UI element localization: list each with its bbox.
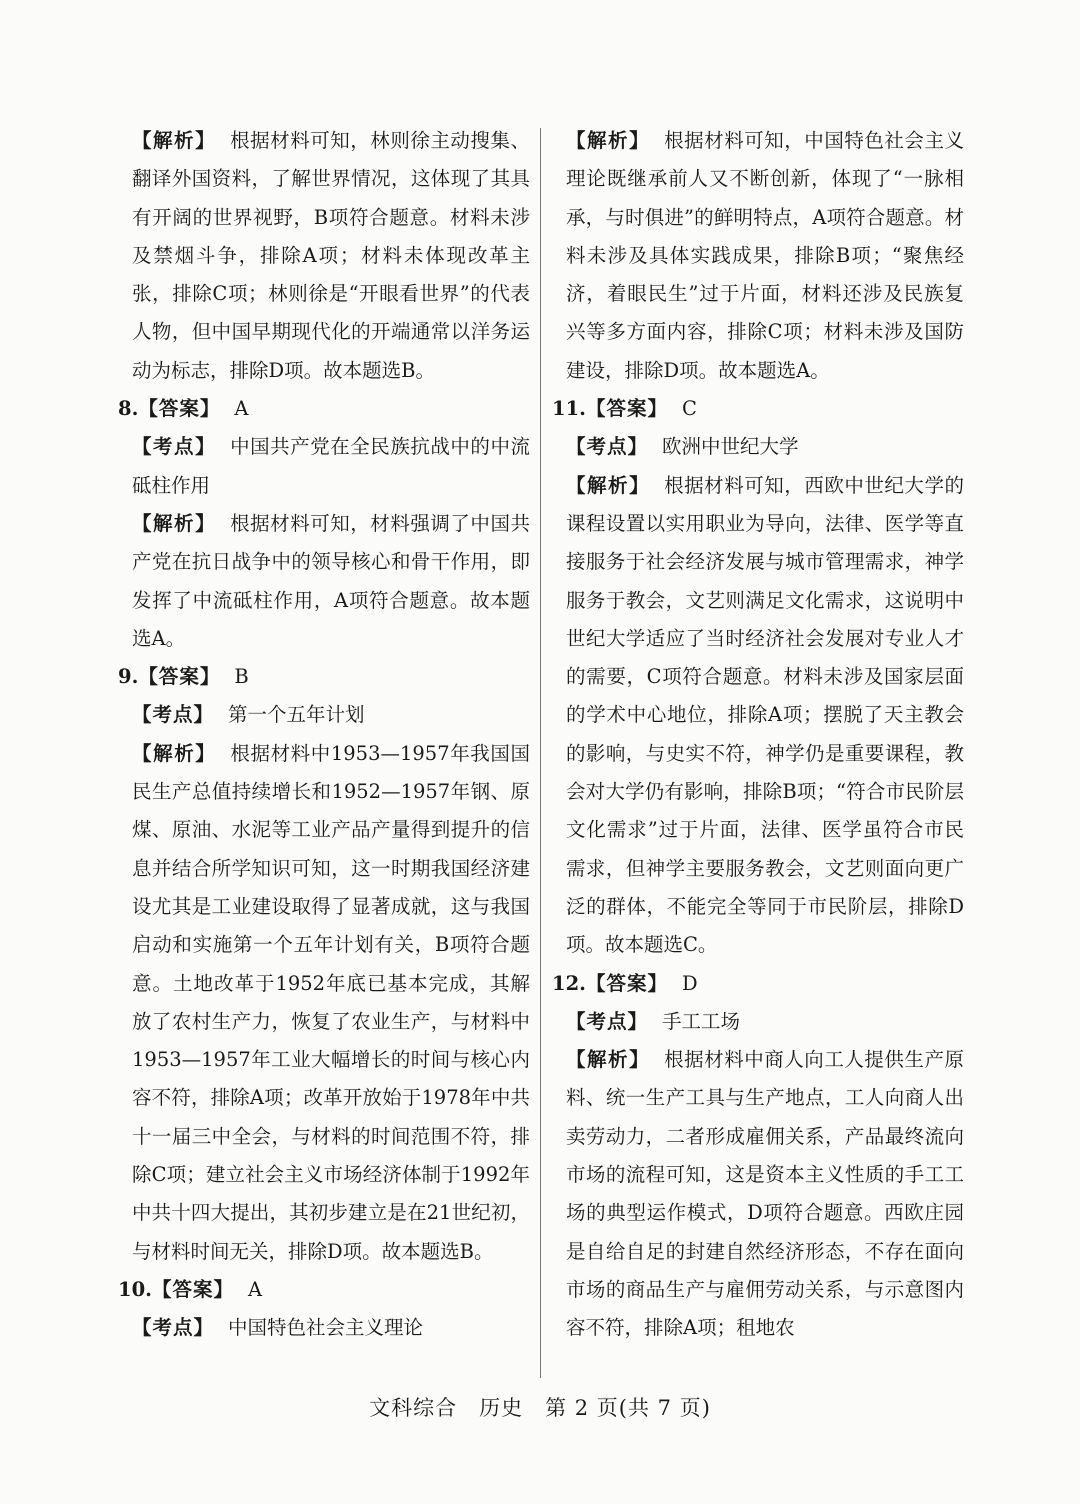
q8-number: 8. (118, 397, 139, 421)
analysis-label: 【解析】 (132, 741, 217, 765)
answer-label: 【答案】 (585, 397, 668, 421)
q8-analysis-text: 根据材料可知，材料强调了中国共产党在抗日战争中的领导核心和骨干作用，即发挥了中流砥柱作用，A项符合题意。故本题选A。 (132, 511, 530, 650)
q12-answer (552, 965, 964, 1003)
q9-point (118, 696, 530, 734)
point-label: 【考点】 (132, 703, 215, 727)
q11-analysis (552, 467, 964, 965)
q12-number: 12. (552, 971, 586, 995)
q10-analysis-text: 根据材料可知，中国特色社会主义理论既继承前人又不断创新，体现了“一脉相承，与时俱进”的鲜明特点，A项符合题意。材料未涉及具体实践成果，排除B项；“聚焦经济，着眼民生”过于片面，材料还涉及民族复兴等多方面内容，排除C项；材料未涉及国防建设，排除D项。故本题选A。 (566, 129, 964, 382)
analysis-label: 【解析】 (132, 129, 217, 152)
q12-point (552, 1003, 964, 1041)
q12-answer-value: D (681, 971, 698, 995)
analysis-label: 【解析】 (132, 511, 217, 535)
point-label: 【考点】 (132, 435, 217, 459)
q10-answer-value: A (247, 1277, 263, 1301)
q11-point-text: 欧洲中世纪大学 (662, 435, 799, 459)
q8-analysis (118, 505, 530, 658)
right-column (552, 122, 964, 1348)
left-column (118, 122, 530, 1348)
q7-analysis (118, 122, 530, 390)
q11-answer-value: C (681, 397, 697, 421)
q8-point-text: 中国共产党在全民族抗战中的中流砥柱作用 (132, 435, 530, 497)
q11-analysis-text: 根据材料可知，西欧中世纪大学的课程设置以实用职业为导向，法律、医学等直接服务于社会经济发展与城市管理需求，神学服务于教会，文艺则满足文化需求，这说明中世纪大学适应了当时经济社会发展对专业人才的需要，C项符合题意。材料未涉及国家层面的学术中心地位，排除A项；摆脱了天主教会的影响，与史实不符，神学仍是重要课程，教会对大学仍有影响，排除B项；“符合市民阶层文化需求”过于片面，法律、医学虽符合市民需求，但神学主要服务教会，文艺则面向更广泛的群体，不能完全等同于市民阶层，排除D项。故本题选C。 (566, 473, 964, 957)
q9-number: 9. (118, 665, 139, 689)
page-footer: 文科综合 历史 第 2 页(共 7 页) (369, 1396, 711, 1420)
q11-number: 11. (552, 397, 586, 421)
point-label: 【考点】 (566, 1009, 649, 1033)
q9-point-text: 第一个五年计划 (228, 703, 365, 727)
point-label: 【考点】 (132, 1316, 215, 1340)
q10-point (118, 1309, 530, 1347)
answer-label: 【答案】 (138, 397, 221, 421)
q7-analysis-text: 根据材料可知，林则徐主动搜集、翻译外国资料，了解世界情况，这体现了其具有开阔的世界视野，B项符合题意。材料未涉及禁烟斗争，排除A项；材料未体现改革主张，排除C项；林则徐是“开眼看世界”的代表人物，但中国早期现代化的开端通常以洋务运动为标志，排除D项。故本题选B。 (132, 129, 530, 382)
answer-label: 【答案】 (151, 1277, 234, 1301)
analysis-label: 【解析】 (566, 473, 651, 497)
analysis-label: 【解析】 (566, 1048, 651, 1072)
q8-answer-value: A (234, 397, 249, 421)
column-divider (540, 128, 541, 1378)
q12-analysis (552, 1041, 964, 1347)
q11-point (552, 428, 964, 466)
q8-point (118, 428, 530, 505)
q9-analysis-text: 根据材料中1953—1957年我国国民生产总值持续增长和1952—1957年钢、原煤、原油、水泥等工业产品产量得到提升的信息并结合所学知识可知，这一时期我国经济建设尤其是工业建设取得了显著成就，这与我国启动和实施第一个五年计划有关，B项符合题意。土地改革于1952年底已基本完成，其解放了农村生产力，恢复了农业生产，与材料中1953—1957年工业大幅增长的时间与核心内容不符，排除A项；改革开放始于1978年中共十一届三中全会，与材料的时间范围不符，排除C项；建立社会主义市场经济体制于1992年中共十四大提出，其初步建立是在21世纪初，与材料时间无关，排除D项。故本题选B。 (132, 741, 530, 1263)
q9-answer-value: B (234, 665, 249, 689)
q9-analysis (118, 735, 530, 1271)
analysis-label: 【解析】 (566, 129, 651, 152)
q8-answer (118, 390, 530, 428)
q9-answer (118, 658, 530, 696)
q10-answer (118, 1271, 530, 1309)
point-label: 【考点】 (566, 435, 649, 459)
q10-point-text: 中国特色社会主义理论 (228, 1316, 424, 1340)
answer-label: 【答案】 (585, 971, 668, 995)
q12-analysis-text: 根据材料中商人向工人提供生产原料、统一生产工具与生产地点，工人向商人出卖劳动力，二者形成雇佣关系，产品最终流向市场的流程可知，这是资本主义性质的手工工场的典型运作模式，D项符合题意。西欧庄园是自给自足的封建自然经济形态，不存在面向市场的商品生产与雇佣劳动关系，与示意图内容不符，排除A项；租地农 (566, 1048, 964, 1340)
q10-number: 10. (118, 1277, 152, 1301)
answer-label: 【答案】 (138, 665, 221, 689)
q12-point-text: 手工工场 (662, 1009, 741, 1033)
q10-analysis (552, 122, 964, 390)
q11-answer (552, 390, 964, 428)
